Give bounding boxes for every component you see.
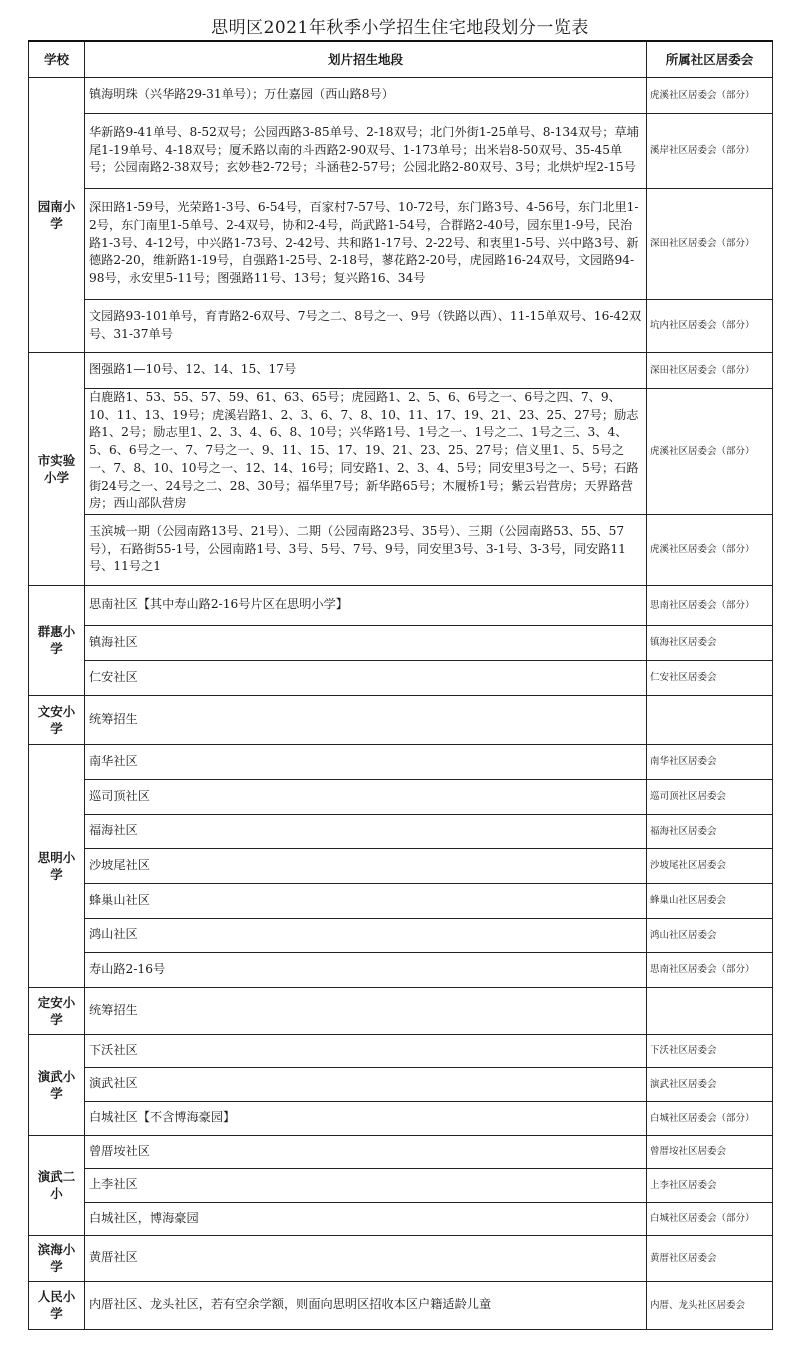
enrollment-segment: 文园路93-101单号，育青路2-6双号、7号之二、8号之一、9号（铁路以西）、11-15单双号、16-42双号、31-37单号 bbox=[85, 299, 647, 352]
table-body bbox=[29, 77, 773, 1329]
table-row bbox=[29, 1281, 773, 1329]
table-row bbox=[29, 77, 773, 113]
enrollment-segment: 巡司顶社区 bbox=[85, 779, 647, 814]
school-name: 演武二小 bbox=[29, 1135, 85, 1235]
enrollment-segment: 玉滨城一期（公园南路13号、21号）、二期（公园南路23号、35号）、三期（公园南路53、55、57号），石路街55-1号，公园南路1号、3号、5号、7号、9号，同安里3号、3-1号、3-3号，同安路11号、11号之1 bbox=[85, 514, 647, 585]
enrollment-segment: 内厝社区、龙头社区，若有空余学额，则面向思明区招收本区户籍适龄儿童 bbox=[85, 1281, 647, 1329]
header-row bbox=[29, 41, 773, 77]
community-committee: 福海社区居委会 bbox=[647, 814, 773, 848]
table-row bbox=[29, 779, 773, 814]
community-committee: 蜂巢山社区居委会 bbox=[647, 883, 773, 918]
table-row bbox=[29, 1034, 773, 1067]
school-name: 市实验小学 bbox=[29, 352, 85, 585]
header-community: 所属社区居委会 bbox=[647, 41, 773, 77]
zoning-table bbox=[28, 40, 773, 1330]
community-committee: 深田社区居委会（部分） bbox=[647, 352, 773, 388]
community-committee: 内厝、龙头社区居委会 bbox=[647, 1281, 773, 1329]
community-committee: 下沃社区居委会 bbox=[647, 1034, 773, 1067]
enrollment-segment: 鸿山社区 bbox=[85, 918, 647, 952]
header-segment: 划片招生地段 bbox=[85, 41, 647, 77]
table-row bbox=[29, 883, 773, 918]
table-row bbox=[29, 1202, 773, 1235]
community-committee: 白城社区居委会（部分） bbox=[647, 1101, 773, 1135]
enrollment-segment: 白城社区【不含博海豪园】 bbox=[85, 1101, 647, 1135]
table-row bbox=[29, 1135, 773, 1168]
table-row bbox=[29, 625, 773, 660]
enrollment-segment: 思南社区【其中寿山路2-16号片区在思明小学】 bbox=[85, 585, 647, 625]
table-row bbox=[29, 987, 773, 1034]
table-row bbox=[29, 388, 773, 514]
school-name: 定安小学 bbox=[29, 987, 85, 1034]
table-row bbox=[29, 1235, 773, 1281]
table-row bbox=[29, 660, 773, 695]
community-committee: 曾厝垵社区居委会 bbox=[647, 1135, 773, 1168]
table-row bbox=[29, 952, 773, 987]
table-row bbox=[29, 744, 773, 779]
community-committee: 镇海社区居委会 bbox=[647, 625, 773, 660]
school-name: 思明小学 bbox=[29, 744, 85, 987]
enrollment-segment: 白城社区，博海豪园 bbox=[85, 1202, 647, 1235]
community-committee: 思南社区居委会（部分） bbox=[647, 952, 773, 987]
school-name: 滨海小学 bbox=[29, 1235, 85, 1281]
enrollment-segment: 黄厝社区 bbox=[85, 1235, 647, 1281]
table-row bbox=[29, 113, 773, 188]
enrollment-segment: 华新路9-41单号、8-52双号；公园西路3-85单号、2-18双号；北门外街1-25单号、8-134双号；草埔尾1-19单号、4-18双号；厦禾路以南的斗西路2-90双号、1-173单号；出米岩8-50双号、35-45单号；公园南路2-38双号；玄妙巷2-72号；斗涵巷2-57号；公园北路2-80双号、3号；北烘炉埕2-15号 bbox=[85, 113, 647, 188]
table-row bbox=[29, 1168, 773, 1202]
enrollment-segment: 下沃社区 bbox=[85, 1034, 647, 1067]
community-committee: 仁安社区居委会 bbox=[647, 660, 773, 695]
community-committee: 深田社区居委会（部分） bbox=[647, 188, 773, 299]
enrollment-segment: 深田路1-59号，光荣路1-3号、6-54号，百家村7-57号、10-72号，东门路3号、4-56号，东门北里1-2号，东门南里1-5单号、2-4双号，协和2-4号，尚武路1-54号，合群路2-40号，园东里1-9号，民治路1-3号、4-12号，中兴路1-73号、2-42号、共和路1-17号、2-22号、和衷里1-5号、兴中路3号、新德路2-20，维新路1-19号，自强路1-25号、2-18号，蓼花路2-20号，虎园路16-24双号，文园路94-98号，永安里5-11号；图强路11号、13号；复兴路16、34号 bbox=[85, 188, 647, 299]
table-row bbox=[29, 848, 773, 883]
community-committee: 虎溪社区居委会（部分） bbox=[647, 514, 773, 585]
community-committee: 鸿山社区居委会 bbox=[647, 918, 773, 952]
header-school: 学校 bbox=[29, 41, 85, 77]
enrollment-segment: 曾厝垵社区 bbox=[85, 1135, 647, 1168]
enrollment-segment: 上李社区 bbox=[85, 1168, 647, 1202]
community-committee: 白城社区居委会（部分） bbox=[647, 1202, 773, 1235]
table-row bbox=[29, 299, 773, 352]
community-committee: 巡司顶社区居委会 bbox=[647, 779, 773, 814]
community-committee: 思南社区居委会（部分） bbox=[647, 585, 773, 625]
enrollment-segment: 仁安社区 bbox=[85, 660, 647, 695]
table-row bbox=[29, 1101, 773, 1135]
community-committee: 演武社区居委会 bbox=[647, 1067, 773, 1101]
community-committee: 上李社区居委会 bbox=[647, 1168, 773, 1202]
community-committee: 虎溪社区居委会（部分） bbox=[647, 77, 773, 113]
enrollment-segment: 镇海社区 bbox=[85, 625, 647, 660]
enrollment-segment: 寿山路2-16号 bbox=[85, 952, 647, 987]
community-committee: 溪岸社区居委会（部分） bbox=[647, 113, 773, 188]
community-committee: 黄厝社区居委会 bbox=[647, 1235, 773, 1281]
table-row bbox=[29, 585, 773, 625]
enrollment-segment: 福海社区 bbox=[85, 814, 647, 848]
page-title: 思明区2021年秋季小学招生住宅地段划分一览表 bbox=[211, 18, 589, 38]
enrollment-segment: 南华社区 bbox=[85, 744, 647, 779]
community-committee bbox=[647, 987, 773, 1034]
enrollment-segment: 演武社区 bbox=[85, 1067, 647, 1101]
enrollment-segment: 白鹿路1、53、55、57、59、61、63、65号；虎园路1、2、5、6、6号之一、6号之四、7、9、10、11、13、19号；虎溪岩路1、2、3、6、7、8、10、11、17、19、21、23、25、27号；励志路1、2号；励志里1、2、3、4、6、8、10号；兴华路1号、1号之一、1号之二、1号之三、3、4、5、6、6号之一、7、7号之一、9、11、15、17、19、21、23、25、27号；信义里1、5、5号之一、7、8、10、10号之一、12、14、16号；同安路1、2、3、4、5号；同安里3号之一、5号；石路街24号之一、24号之二、28、30号；福华里7号；新华路65号；木履桥1号；紫云岩营房；天界路营房；西山部队营房 bbox=[85, 388, 647, 514]
table-row bbox=[29, 695, 773, 744]
table-row bbox=[29, 1067, 773, 1101]
community-committee: 坑内社区居委会（部分） bbox=[647, 299, 773, 352]
enrollment-segment: 镇海明珠（兴华路29-31单号）；万仕嘉园（西山路8号） bbox=[85, 77, 647, 113]
enrollment-segment: 蜂巢山社区 bbox=[85, 883, 647, 918]
table-row bbox=[29, 352, 773, 388]
school-name: 群惠小学 bbox=[29, 585, 85, 695]
school-name: 人民小学 bbox=[29, 1281, 85, 1329]
community-committee: 虎溪社区居委会（部分） bbox=[647, 388, 773, 514]
enrollment-segment: 统筹招生 bbox=[85, 987, 647, 1034]
enrollment-segment: 统筹招生 bbox=[85, 695, 647, 744]
school-name: 演武小学 bbox=[29, 1034, 85, 1135]
table-row bbox=[29, 918, 773, 952]
community-committee bbox=[647, 695, 773, 744]
school-name: 园南小学 bbox=[29, 77, 85, 352]
enrollment-segment: 图强路1—10号、12、14、15、17号 bbox=[85, 352, 647, 388]
enrollment-segment: 沙坡尾社区 bbox=[85, 848, 647, 883]
community-committee: 沙坡尾社区居委会 bbox=[647, 848, 773, 883]
community-committee: 南华社区居委会 bbox=[647, 744, 773, 779]
school-name: 文安小学 bbox=[29, 695, 85, 744]
table-row bbox=[29, 188, 773, 299]
table-row bbox=[29, 514, 773, 585]
table-row bbox=[29, 814, 773, 848]
